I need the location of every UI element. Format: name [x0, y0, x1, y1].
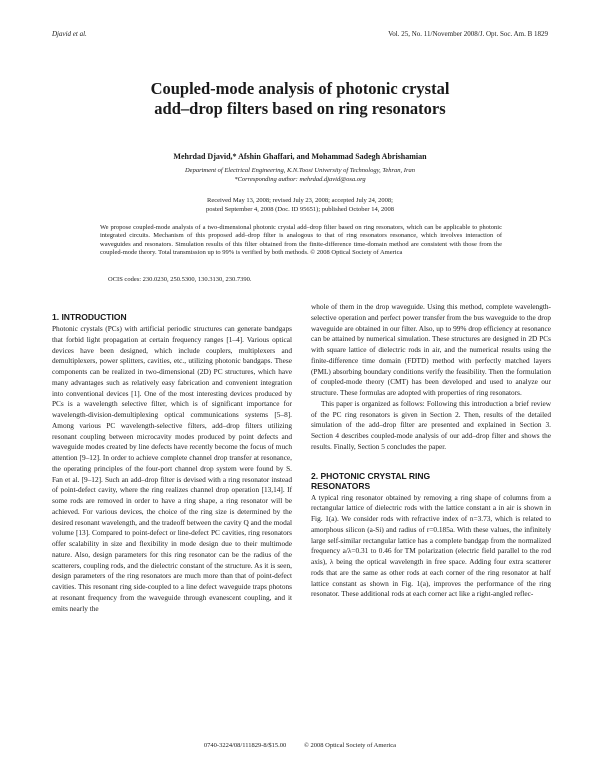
- received-dates: [0, 197, 600, 214]
- organization-paragraph: This paper is organized as follows: Following this introduction a brief review of the PC ring resonators is given in Section 2. Then, results of the detailed simulation of the add–drop filter are presented and explained in Section 3. Section 4 describes coupled-mode analysis of our add–drop filter and shows the results. Finally, Section 5 concludes the paper.: [311, 398, 551, 451]
- received-line-1: Received May 13, 2008; revised July 23, 2008; accepted July 24, 2008;: [207, 197, 393, 204]
- section-2-heading-line-2: RESONATORS: [311, 480, 371, 491]
- section-2-paragraph: A typical ring resonator obtained by removing a ring shape of columns from a rectangular lattice of dielectric rods with the lattice constant a in air is shown in Fig. 1(a). We consider rods with refractive index of n=3.73, which is related to amorphous silicon (a-Si) and radius of r=0.185a. With these values, the infinitely large self-similar rectangular lattice has a complete bandgap from the normalized frequency a/λ=0.31 to 0.46 for TM polarization (electric field parallel to the rod axis), λ being the optical wavelength in free space. Adding four extra scatterer rods that are the same as other rods at each corner of the ring resonator at half lattice constant as shown in Fig. 1(a), improves the performance of the ring resonator. These additional rods at each corner act like a right-angled reflec-: [311, 492, 551, 599]
- ocis-codes: OCIS codes: 230.0230, 250.5300, 130.3130, 230.7390.: [108, 276, 252, 283]
- intro-paragraph-continued: whole of them in the drop waveguide. Using this method, complete wavelength-selective operation and perfect power transfer from the bus waveguide to the drop waveguide are obtained in our filter. Also, up to 99% drop efficiency at resonance can be attained by numerical simulation. These structures are designed in 2D PCs with square lattice of dielectric rods in air, and the numerical results using the finite-difference time domain (FDTD) method with perfectly matched layers (PML) absorbing boundary conditions verify the feasibility. Then the formulation of coupled-mode theory (CMT) has been developed and used to analyze our structure. These formulas are adopted with properties of ring resonators.: [311, 302, 551, 397]
- footer-copyright: © 2008 Optical Society of America: [303, 742, 397, 749]
- received-line-2: posted September 4, 2008 (Doc. ID 95651); published October 14, 2008: [206, 205, 394, 213]
- author-list: Mehrdad Djavid,* Afshin Ghaffari, and Mohammad Sadegh Abrishamian: [173, 152, 427, 161]
- abstract: We propose coupled-mode analysis of a two-dimensional photonic crystal add–drop filter based on ring resonators, which can be applicable to photonic integrated circuits. Mechanism of this proposed add–drop filter is analogous to that of ring resonators resonance, which involves interaction of waveguides and resonators. Simulation results of this filter obtained from the finite-difference time-domain method are consistent with those from the coupled-mode theory. Total transmission up to 99% is verified by both methods. © 2008 Optical Society of America: [100, 224, 502, 257]
- footer-issn: 0740-3224/08/111829-8/$15.00: [203, 742, 287, 749]
- section-1-heading: 1. INTRODUCTION: [52, 312, 127, 322]
- paper-title: [0, 79, 600, 119]
- title-line-1: Coupled-mode analysis of photonic crystal: [150, 79, 450, 98]
- corresponding-author: *Corresponding author: mehrdad.djavid@osa.org: [234, 176, 366, 183]
- page-footer: [0, 742, 600, 749]
- right-column: [311, 302, 551, 600]
- section-2-heading: [311, 471, 551, 491]
- affiliation: Department of Electrical Engineering, K.N.Toosi University of Technology, Tehran, Iran: [184, 167, 416, 174]
- left-column: [52, 312, 292, 614]
- running-header-authors: Djavid et al.: [52, 30, 87, 38]
- running-header-journal: Vol. 25, No. 11/November 2008/J. Opt. Soc. Am. B 1829: [388, 30, 548, 38]
- title-line-2: add–drop filters based on ring resonators: [154, 99, 446, 118]
- intro-paragraph: Photonic crystals (PCs) with artificial periodic structures can generate bandgaps that forbid light propagation at certain frequency ranges [1–4]. Various optical devices have been designed, which include couplers, multiplexers and demultiplexers, power splitters, cavities, etc., utilizing photonic bandgaps. These components can be realized in two-dimensional (2D) PC structures, which have many advantages such as relatively easy fabrication and convenient integration into conventional devices [1]. One of the most interesting devices produced by PCs is a wavelength selective filter, which is of significant importance for wavelength-division-demultiplexing optical communications systems [5–8]. Among various PC wavelength-selective filters, add–drop filters utilizing resonant coupling between microcavity modes produced by point defects and waveguide modes created by line defects have recently become the focus of much attention [9–12]. In order to achieve complete channel drop transfer at resonance, the operating principles of the four-port channel drop system were found by S. Fan et al. [9–12]. Such an add–drop filter is devised with a ring resonator instead of point-defect cavity, where the ring realizes channel drop operation [13,14]. If some rods are removed in order to have a ring shape, a ring resonator will be achieved. For various devices, the choice of the ring size is determined by the desired resonant wavelength, and the tradeoff between the cavity Q and the modal volume [13]. Compared to point-defect or line-defect PC cavities, ring resonators offer scalability in size and flexibility in mode design due to their multimode nature. Also, design parameters for this ring resonator can be the radius of the scatterers, coupling rods, and the dielectric constant of the structure. As it is seen, design parameters of the ring resonators are much more than that of point-defect cavities. This resonant ring side-coupled to a line defect waveguide traps photons at resonant frequency from the waveguide through evanescent coupling, and it emits nearly the: [52, 324, 292, 613]
- section-2-heading-line-1: 2. PHOTONIC CRYSTAL RING: [311, 470, 431, 481]
